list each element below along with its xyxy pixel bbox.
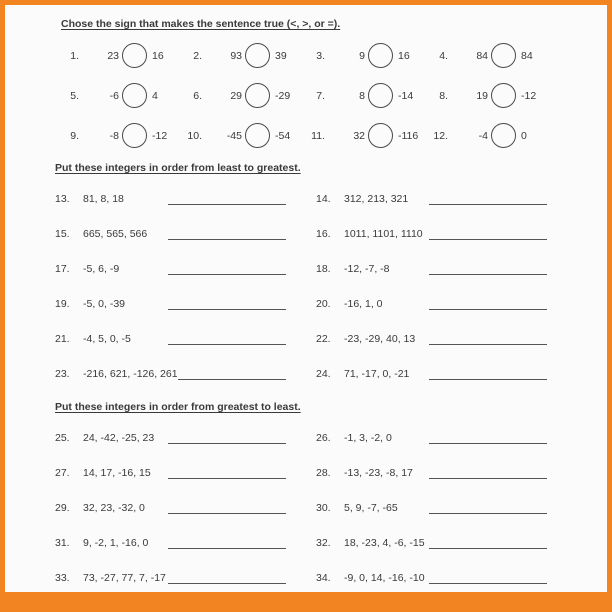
order-problem-25	[55, 430, 286, 444]
problem-number: 34.	[316, 572, 331, 584]
order-row	[55, 191, 547, 205]
order-problem-34	[316, 570, 547, 584]
right-value: 39	[275, 49, 287, 62]
problem-number: 26.	[316, 432, 331, 444]
order-row	[55, 500, 547, 514]
integer-list: 665, 565, 566	[83, 228, 148, 240]
problem-number: 9.	[70, 129, 79, 142]
problem-number: 14.	[316, 193, 331, 205]
order-problem-21	[55, 331, 286, 345]
order-problem-26	[316, 430, 547, 444]
answer-circle	[122, 43, 147, 68]
answer-circle	[122, 123, 147, 148]
answer-circle	[122, 83, 147, 108]
order-row	[55, 226, 547, 240]
right-value: -12	[521, 89, 537, 102]
compare-problem-8	[424, 83, 547, 108]
compare-problem-9	[55, 123, 178, 148]
order-problem-15	[55, 226, 286, 240]
left-value: 23	[107, 49, 119, 62]
order-problem-16	[316, 226, 547, 240]
problem-number: 21.	[55, 333, 70, 345]
answer-blank	[168, 432, 286, 444]
left-value: 32	[353, 129, 365, 142]
answer-circle	[491, 123, 516, 148]
answer-blank	[168, 333, 286, 345]
answer-blank	[168, 228, 286, 240]
integer-list: -12, -7, -8	[344, 263, 390, 275]
right-value: -12	[152, 129, 168, 142]
answer-blank	[429, 263, 547, 275]
compare-problem-7	[301, 83, 424, 108]
order-problem-24	[316, 366, 547, 380]
section-title-least-to-greatest: Put these integers in order from least to greatest.	[55, 162, 301, 174]
problem-number: 33.	[55, 572, 70, 584]
compare-problem-4	[424, 43, 547, 68]
order-problem-19	[55, 296, 286, 310]
integer-list: 18, -23, 4, -6, -15	[344, 537, 425, 549]
answer-blank	[429, 298, 547, 310]
order-row	[55, 465, 547, 479]
left-value: -45	[226, 129, 242, 142]
order-row	[55, 366, 547, 380]
left-value: 84	[476, 49, 488, 62]
integer-list: 24, -42, -25, 23	[83, 432, 155, 444]
order-problem-32	[316, 535, 547, 549]
answer-blank	[429, 502, 547, 514]
order-problem-29	[55, 500, 286, 514]
left-value: 8	[359, 89, 365, 102]
integer-list: 312, 213, 321	[344, 193, 409, 205]
order-problem-23	[55, 366, 286, 380]
integer-list: -5, 6, -9	[83, 263, 120, 275]
answer-blank	[168, 572, 286, 584]
integer-list: 5, 9, -7, -65	[344, 502, 398, 514]
order-problem-17	[55, 261, 286, 275]
answer-blank	[429, 467, 547, 479]
right-value: 4	[152, 89, 158, 102]
answer-blank	[168, 467, 286, 479]
problem-number: 10.	[187, 129, 202, 142]
problem-number: 29.	[55, 502, 70, 514]
problem-number: 17.	[55, 263, 70, 275]
answer-blank	[429, 193, 547, 205]
left-value: 19	[476, 89, 488, 102]
problem-number: 1.	[70, 49, 79, 62]
problem-number: 8.	[439, 89, 448, 102]
integer-list: -216, 621, -126, 261	[83, 368, 178, 380]
problem-number: 15.	[55, 228, 70, 240]
right-value: 16	[152, 49, 164, 62]
order-row	[55, 331, 547, 345]
answer-blank	[168, 502, 286, 514]
left-value: 9	[359, 49, 365, 62]
problem-number: 22.	[316, 333, 331, 345]
problem-number: 13.	[55, 193, 70, 205]
integer-list: 32, 23, -32, 0	[83, 502, 145, 514]
order-row	[55, 296, 547, 310]
left-value: -8	[109, 129, 119, 142]
answer-circle	[491, 83, 516, 108]
integer-list: 73, -27, 77, 7, -17	[83, 572, 166, 584]
order-row	[55, 535, 547, 549]
right-value: -14	[398, 89, 414, 102]
right-value: -116	[398, 129, 419, 142]
order-problem-14	[316, 191, 547, 205]
order-row	[55, 430, 547, 444]
answer-circle	[368, 83, 393, 108]
compare-row	[55, 122, 547, 149]
problem-number: 25.	[55, 432, 70, 444]
problem-number: 3.	[316, 49, 325, 62]
order-problem-30	[316, 500, 547, 514]
section-title-greatest-to-least: Put these integers in order from greatest to least.	[55, 401, 301, 413]
order-problem-28	[316, 465, 547, 479]
integer-list: -23, -29, 40, 13	[344, 333, 416, 345]
integer-list: -4, 5, 0, -5	[83, 333, 131, 345]
answer-blank	[429, 228, 547, 240]
integer-list: -13, -23, -8, 17	[344, 467, 413, 479]
problem-number: 18.	[316, 263, 331, 275]
answer-blank	[429, 537, 547, 549]
left-value: -4	[478, 129, 488, 142]
answer-circle	[368, 123, 393, 148]
problem-number: 24.	[316, 368, 331, 380]
answer-blank	[178, 368, 286, 380]
answer-blank	[429, 368, 547, 380]
integer-list: -16, 1, 0	[344, 298, 383, 310]
answer-blank	[429, 432, 547, 444]
integer-list: 81, 8, 18	[83, 193, 124, 205]
right-value: 84	[521, 49, 533, 62]
order-problem-33	[55, 570, 286, 584]
order-problem-22	[316, 331, 547, 345]
answer-blank	[168, 193, 286, 205]
compare-problem-12	[424, 123, 547, 148]
compare-problem-11	[301, 123, 424, 148]
problem-number: 31.	[55, 537, 70, 549]
compare-row	[55, 82, 547, 109]
order-problem-20	[316, 296, 547, 310]
worksheet-content	[5, 5, 607, 584]
integer-list: 9, -2, 1, -16, 0	[83, 537, 149, 549]
problem-number: 27.	[55, 467, 70, 479]
order-problem-13	[55, 191, 286, 205]
integer-list: -9, 0, 14, -16, -10	[344, 572, 425, 584]
right-value: -54	[275, 129, 291, 142]
answer-blank	[429, 333, 547, 345]
order-problem-31	[55, 535, 286, 549]
compare-problem-6	[178, 83, 301, 108]
compare-problem-5	[55, 83, 178, 108]
integer-list: 1011, 1101, 1110	[344, 228, 423, 240]
order-problem-18	[316, 261, 547, 275]
answer-circle	[491, 43, 516, 68]
answer-circle	[245, 43, 270, 68]
compare-problem-10	[178, 123, 301, 148]
problem-number: 32.	[316, 537, 331, 549]
answer-blank	[168, 263, 286, 275]
answer-circle	[245, 123, 270, 148]
answer-circle	[368, 43, 393, 68]
order-row	[55, 261, 547, 275]
compare-problem-1	[55, 43, 178, 68]
left-value: 29	[230, 89, 242, 102]
integer-list: 71, -17, 0, -21	[344, 368, 410, 380]
bottom-accent-bar	[5, 592, 607, 607]
integer-list: 14, 17, -16, 15	[83, 467, 151, 479]
worksheet-title: Chose the sign that makes the sentence true (<, >, or =).	[61, 18, 341, 30]
problem-number: 6.	[193, 89, 202, 102]
left-value: 93	[230, 49, 242, 62]
right-value: 16	[398, 49, 410, 62]
problem-number: 16.	[316, 228, 331, 240]
integer-list: -5, 0, -39	[83, 298, 126, 310]
problem-number: 23.	[55, 368, 70, 380]
answer-blank	[168, 537, 286, 549]
compare-row	[55, 42, 547, 69]
left-value: -6	[109, 89, 119, 102]
problem-number: 12.	[433, 129, 448, 142]
problem-number: 5.	[70, 89, 79, 102]
problem-number: 7.	[316, 89, 325, 102]
problem-number: 30.	[316, 502, 331, 514]
problem-number: 19.	[55, 298, 70, 310]
compare-problem-3	[301, 43, 424, 68]
right-value: -29	[275, 89, 291, 102]
integer-list: -1, 3, -2, 0	[344, 432, 392, 444]
answer-blank	[168, 298, 286, 310]
problem-number: 4.	[439, 49, 448, 62]
order-problem-27	[55, 465, 286, 479]
compare-problem-2	[178, 43, 301, 68]
right-value: 0	[521, 129, 527, 142]
problem-number: 11.	[311, 129, 325, 142]
problem-number: 20.	[316, 298, 331, 310]
problem-number: 28.	[316, 467, 331, 479]
answer-blank	[429, 572, 547, 584]
problem-number: 2.	[193, 49, 202, 62]
answer-circle	[245, 83, 270, 108]
order-row	[55, 570, 547, 584]
